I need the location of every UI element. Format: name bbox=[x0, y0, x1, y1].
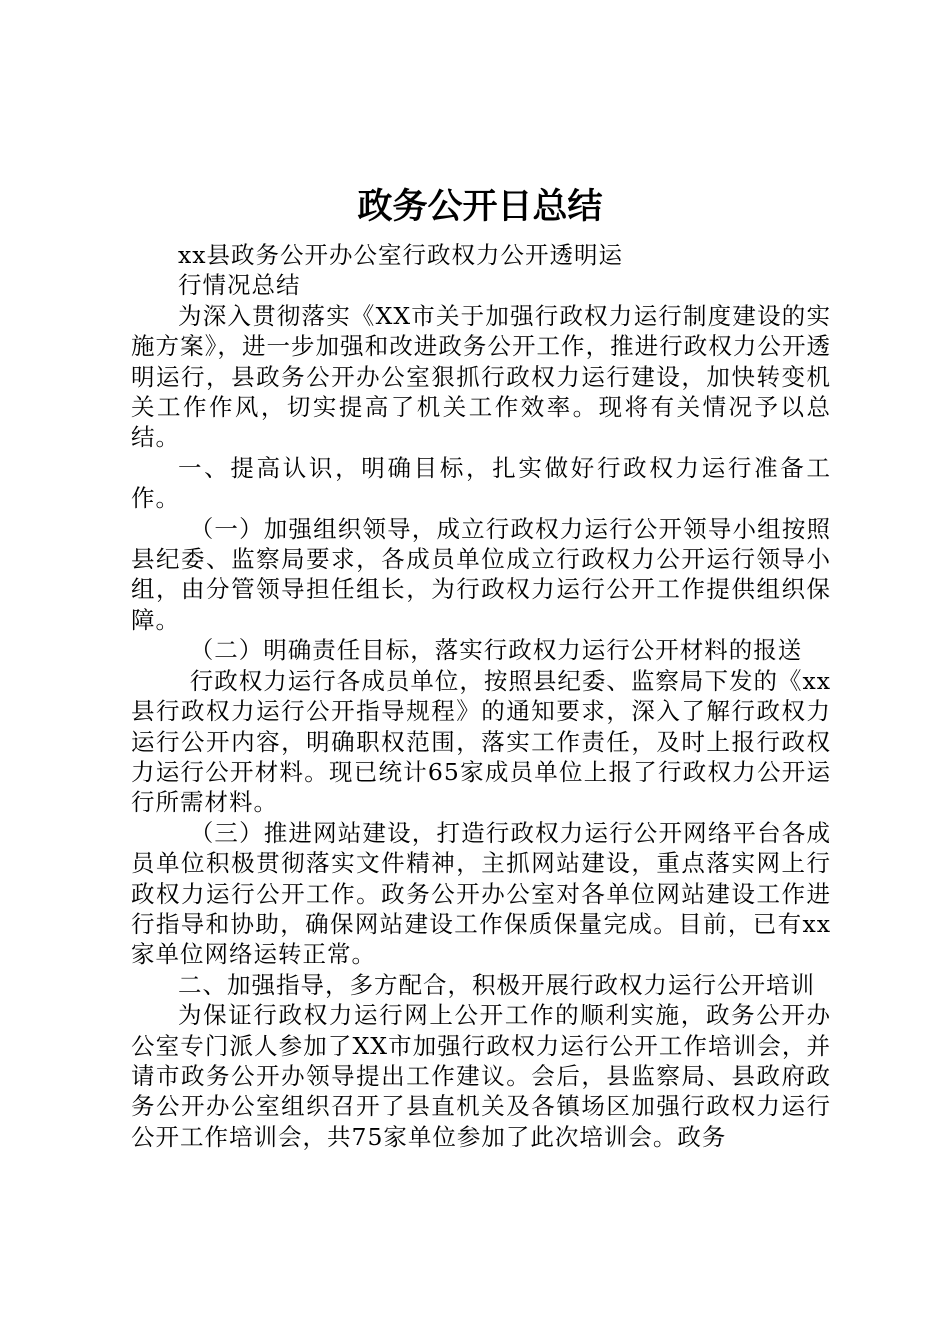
subtitle-line-2: 行情况总结 bbox=[178, 271, 301, 300]
paragraph-1-3: （三）推进网站建设，打造行政权力运行公开网络平台各成员单位积极贯彻落实文件精神，主抓网站建设，重点落实网上行政权力运行公开工作。政务公开办公室对各单位网站建设工作进行指导和协助，确保网站建设工作保质保量完成。目前，已有xx家单位网络运转正常。 bbox=[131, 818, 831, 969]
section-heading-2: 二、加强指导，多方配合，积极开展行政权力运行公开培训 bbox=[178, 970, 815, 999]
paragraph-1-2-body: 行政权力运行各成员单位，按照县纪委、监察局下发的《xx县行政权力运行公开指导规程》的通知要求，深入了解行政权力运行公开内容，明确职权范围，落实工作责任，及时上报行政权力运行公开材料。现已统计65家成员单位上报了行政权力公开运行所需材料。 bbox=[131, 666, 831, 817]
section-heading-1: 一、提高认识，明确目标，扎实做好行政权力运行准备工作。 bbox=[131, 453, 831, 513]
subtitle-line-1: xx县政务公开办公室行政权力公开透明运 bbox=[178, 241, 624, 269]
paragraph-2-body: 为保证行政权力运行网上公开工作的顺利实施，政务公开办公室专门派人参加了XX市加强行政权力运行公开工作培训会，并请市政务公开办领导提出工作建议。会后，县监察局、县政府政务公开办公室组织召开了县直机关及各镇场区加强行政权力运行公开工作培训会，共75家单位参加了此次培训会。政务 bbox=[131, 1001, 831, 1151]
paragraph-1-1: （一）加强组织领导，成立行政权力运行公开领导小组按照县纪委、监察局要求，各成员单位成立行政权力公开运行领导小组，由分管领导担任组长，为行政权力运行公开工作提供组织保障。 bbox=[131, 514, 831, 634]
document-title: 政务公开日总结 bbox=[357, 186, 603, 227]
document-body bbox=[131, 240, 831, 1152]
paragraph-intro: 为深入贯彻落实《XX市关于加强行政权力运行制度建设的实施方案》，进一步加强和改进政务公开工作，推进行政权力公开透明运行，县政务公开办公室狠抓行政权力运行建设，加快转变机关工作作风，切实提高了机关工作效率。现将有关情况予以总结。 bbox=[131, 301, 831, 452]
paragraph-1-2-heading: （二）明确责任目标，落实行政权力运行公开材料的报送 bbox=[189, 636, 803, 665]
